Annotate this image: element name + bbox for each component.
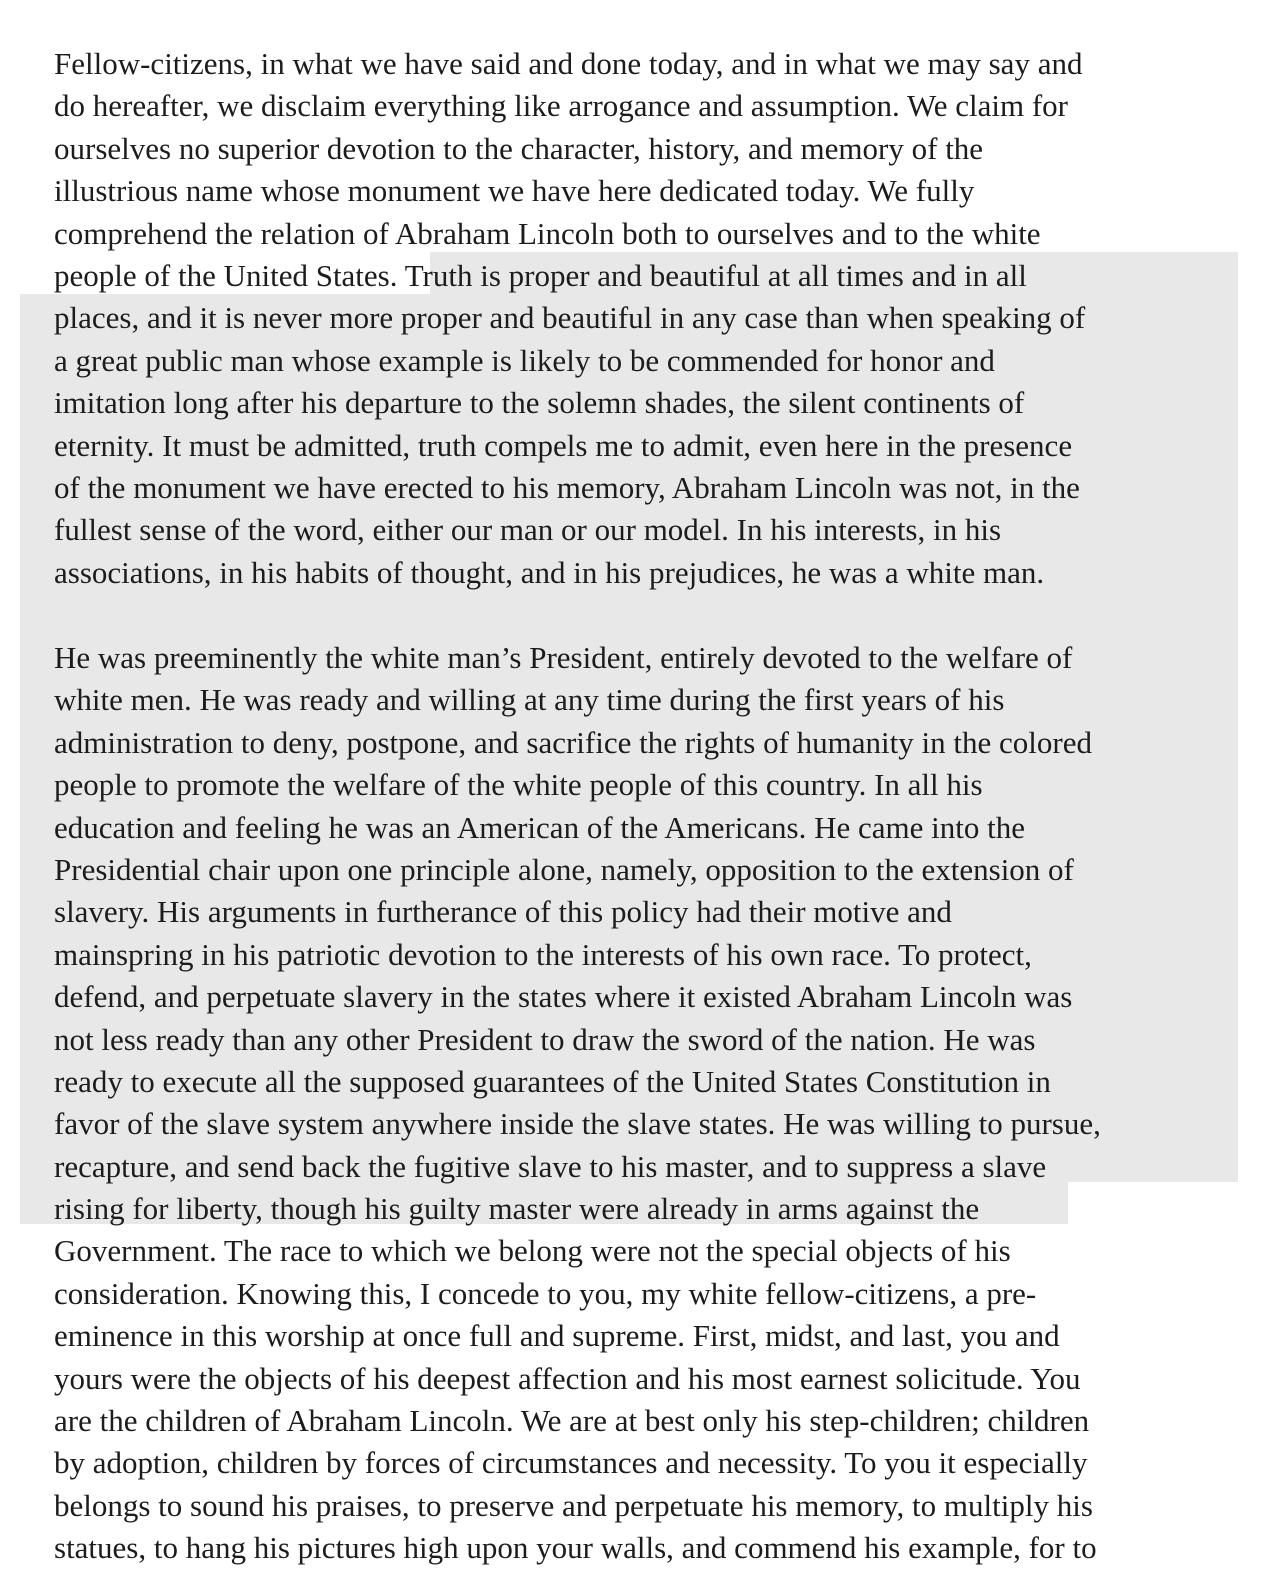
text-line: illustrious name whose monument we have here dedicated today. We fully (54, 173, 975, 209)
text-line: ourselves no superior devotion to the character, history, and memory of the (54, 130, 984, 166)
text-line: by adoption, children by forces of circumstances and necessity. To you it especially (54, 1445, 1088, 1481)
text-line: fullest sense of the word, either our man or our model. In his interests, in his (54, 512, 1002, 548)
text-line: favor of the slave system anywhere inside the slave states. He was willing to pursue, (54, 1106, 1101, 1142)
text-line: imitation long after his departure to the solemn shades, the silent continents of (54, 385, 1025, 421)
text-line: places, and it is never more proper and beautiful in any case than when speaking of (54, 300, 1086, 336)
text-line: recapture, and send back the fugitive slave to his master, and to suppress a slave (54, 1148, 1047, 1184)
text-line: are the children of Abraham Lincoln. We are at best only his step-children; children (54, 1403, 1090, 1439)
text-line: slavery. His arguments in furtherance of this policy had their motive and (54, 894, 952, 930)
text-line: mainspring in his patriotic devotion to the interests of his own race. To protect, (54, 936, 1032, 972)
text-line: Fellow-citizens, in what we have said and done today, and in what we may say and (54, 46, 1083, 81)
text-line: administration to deny, postpone, and sacrifice the rights of humanity in the colored (54, 724, 1092, 760)
text-line: consideration. Knowing this, I concede to you, my white fellow-citizens, a pre- (54, 1275, 1037, 1311)
paragraph-2 (54, 637, 1234, 1570)
text-line: belongs to sound his praises, to preserve and perpetuate his memory, to multiply his (54, 1487, 1093, 1523)
text-line: not less ready than any other President to draw the sword of the nation. He was (54, 1021, 1036, 1057)
text-line: white men. He was ready and willing at any time during the first years of his (54, 682, 1005, 718)
text-line: rising for liberty, though his guilty master were already in arms against the (54, 1191, 980, 1227)
text-line: ready to execute all the supposed guarantees of the United States Constitution in (54, 1063, 1051, 1099)
text-line: Government. The race to which we belong were not the special objects of his (54, 1233, 1011, 1269)
text-line: eternity. It must be admitted, truth compels me to admit, even here in the presence (54, 427, 1073, 463)
text-line: comprehend the relation of Abraham Lincoln both to ourselves and to the white (54, 215, 1041, 251)
text-line: He was preeminently the white man’s President, entirely devoted to the welfare of (54, 640, 1073, 675)
text-line: eminence in this worship at once full and supreme. First, midst, and last, you and (54, 1318, 1060, 1354)
text-line: education and feeling he was an American of the Americans. He came into the (54, 809, 1025, 845)
paragraph-1 (54, 43, 1234, 594)
text-line: people of the United States. Truth is proper and beautiful at all times and in all (54, 257, 1027, 293)
text-line: of the monument we have erected to his memory, Abraham Lincoln was not, in the (54, 469, 1080, 505)
text-line: yours were the objects of his deepest affection and his most earnest solicitude. You (54, 1360, 1081, 1396)
text-line: people to promote the welfare of the white people of this country. In all his (54, 767, 983, 803)
text-line: defend, and perpetuate slavery in the states where it existed Abraham Lincoln was (54, 979, 1073, 1015)
text-line: associations, in his habits of thought, and in his prejudices, he was a white man. (54, 554, 1045, 590)
text-line: Presidential chair upon one principle alone, namely, opposition to the extension of (54, 851, 1074, 887)
text-line: a great public man whose example is likely to be commended for honor and (54, 342, 995, 378)
text-line: do hereafter, we disclaim everything like arrogance and assumption. We claim for (54, 88, 1069, 124)
text-line: statues, to hang his pictures high upon your walls, and commend his example, for to (54, 1530, 1097, 1566)
